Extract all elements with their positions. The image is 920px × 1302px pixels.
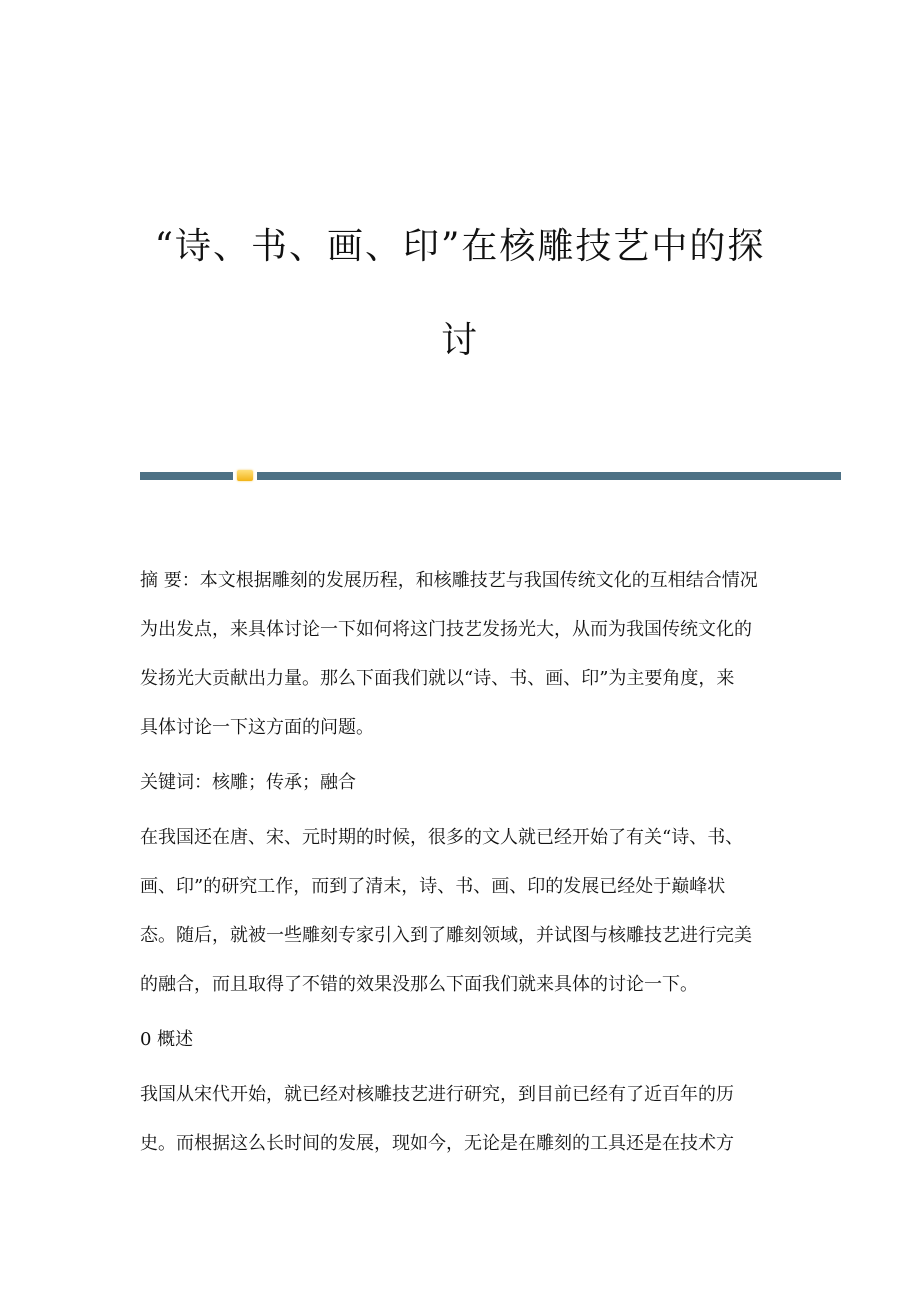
intro-paragraph	[140, 813, 800, 1009]
document-title-line-1: “诗、书、画、印”在核雕技艺中的探	[154, 226, 766, 267]
divider-bar-right	[257, 472, 841, 480]
abstract-line: 发扬光大贡献出力量。那么下面我们就以“诗、书、画、印”为主要角度，来	[140, 668, 735, 689]
intro-line: 在我国还在唐、宋、元时期的时候，很多的文人就已经开始了有关“诗、书、	[140, 827, 744, 848]
document-title-line-2: 讨	[440, 320, 479, 361]
intro-line: 的融合，而且取得了不错的效果没那么下面我们就来具体的讨论一下。	[140, 974, 698, 995]
abstract-line: 为出发点，来具体讨论一下如何将这门技艺发扬光大，从而为我国传统文化的	[140, 619, 752, 640]
abstract-line: 具体讨论一下这方面的问题。	[140, 717, 374, 738]
keywords-paragraph	[140, 758, 800, 807]
abstract-line: 摘 要：本文根据雕刻的发展历程，和核雕技艺与我国传统文化的互相结合情况	[140, 570, 758, 591]
section-0-heading: 0 概述	[140, 1029, 194, 1050]
section-0-line: 我国从宋代开始，就已经对核雕技艺进行研究，到目前已经有了近百年的历	[140, 1084, 734, 1105]
document-body	[140, 556, 800, 1174]
intro-line: 态。随后，就被一些雕刻专家引入到了雕刻领域，并试图与核雕技艺进行完美	[140, 925, 752, 946]
keywords-line: 关键词：核雕；传承；融合	[140, 772, 356, 793]
section-0-line: 史。而根据这么长时间的发展，现如今，无论是在雕刻的工具还是在技术方	[140, 1133, 734, 1154]
section-0-paragraph	[140, 1070, 800, 1168]
section-heading	[140, 1015, 800, 1064]
intro-line: 画、印”的研究工作，而到了清末，诗、书、画、印的发展已经处于巅峰状	[140, 876, 726, 897]
divider-bar-left	[140, 472, 233, 480]
envelope-icon	[237, 470, 253, 481]
abstract-paragraph	[140, 556, 800, 752]
